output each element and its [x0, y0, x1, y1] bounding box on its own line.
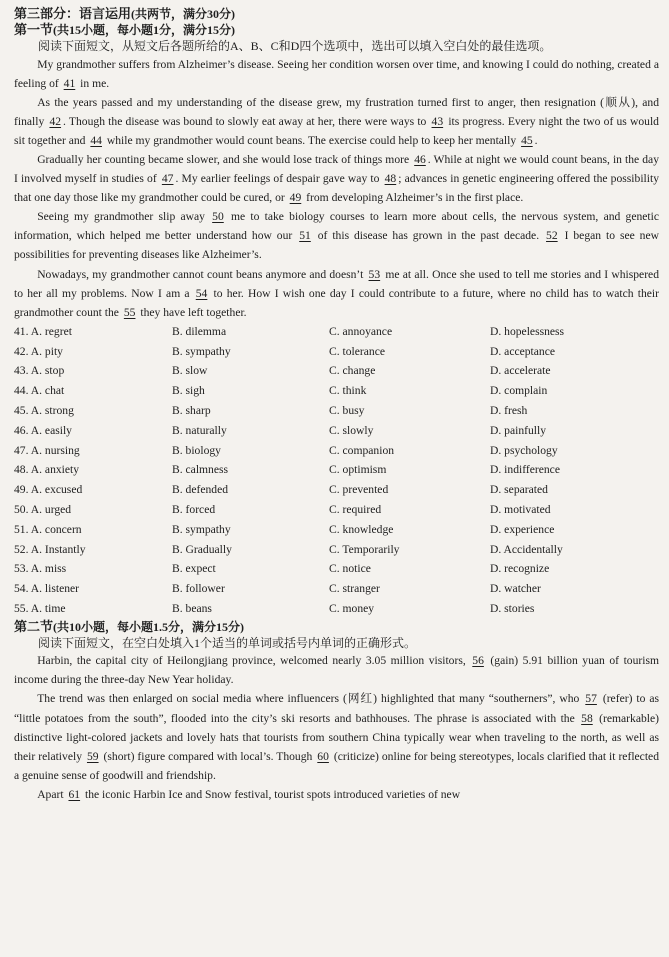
options-table [14, 322, 659, 619]
option-cell: D. motivated [490, 502, 551, 516]
option-cell: D. watcher [490, 582, 541, 596]
option-row [14, 520, 659, 540]
option-cell: B. naturally [172, 423, 227, 437]
blank-number: 61 [68, 787, 81, 801]
option-cell: B. slow [172, 364, 208, 378]
blank-number: 47 [161, 172, 174, 186]
option-row [14, 322, 659, 342]
option-cell: 42. A. pity [14, 344, 63, 358]
passage-paragraph [14, 651, 659, 689]
blank-number: 52 [546, 229, 558, 243]
blank-number: 49 [289, 191, 302, 205]
option-cell: D. indifference [490, 463, 560, 477]
passage-text: As the years passed and my understanding of the disease grew, my frustration turned first to anger, then resignation (顺从), and finally [14, 95, 659, 128]
option-cell: B. sharp [172, 404, 211, 417]
option-cell: D. complain [490, 384, 548, 398]
option-cell: C. optimism [329, 463, 387, 477]
passage-text: (criticize) online for being stereotypes, locals clarified that it reflected a genuine sense of goodwill and friendship. [14, 749, 659, 782]
option-cell: D. hopelessness [490, 324, 565, 338]
option-row [14, 480, 659, 500]
blank-number: 51 [299, 229, 311, 243]
passage-text: (remarkable) distinctive light-colored jackets and lovely hats that tourists from southern China typically wear when traveling to the north, as well as their relatively [14, 711, 659, 763]
passage-text: they have left together. [137, 305, 247, 319]
passage-text: while my grandmother would count beans. The exercise could help to keep her mentally [103, 133, 520, 147]
option-cell: C. Temporarily [329, 542, 400, 556]
option-row [14, 599, 659, 619]
option-cell: C. prevented [329, 483, 389, 497]
passage-text: the iconic Harbin Ice and Snow festival, tourist spots introduced varieties of new [82, 787, 461, 801]
section3-note: (共两节，满分30分) [131, 7, 236, 21]
part1-note: (共15小题，每小题1分，满分15分) [53, 23, 236, 37]
passage-paragraph [14, 150, 659, 207]
option-row [14, 540, 659, 560]
blank-number: 41 [63, 76, 76, 90]
option-cell: B. biology [172, 443, 221, 457]
option-row [14, 441, 659, 461]
option-cell: C. slowly [329, 423, 374, 437]
blank-number: 53 [368, 267, 381, 281]
passage-paragraph [14, 93, 659, 150]
passage-text: me to take biology courses to learn more about cells, the nervous system, and genetic information, which helped me better understand how our [14, 210, 660, 243]
passage-2 [14, 651, 659, 804]
passage-text: in me. [77, 76, 110, 90]
passage-text: Seeing my grandmother slip away [37, 210, 211, 224]
passage-paragraph [14, 207, 659, 264]
option-cell: C. think [329, 384, 367, 398]
option-cell: B. dilemma [172, 324, 227, 338]
option-cell: 54. A. listener [14, 582, 80, 596]
passage-paragraph [14, 689, 659, 784]
option-cell: C. notice [329, 562, 371, 576]
option-row [14, 342, 659, 362]
option-cell: B. calmness [172, 463, 229, 477]
part1-title: 第一节 [14, 22, 54, 37]
passage-text: Nowadays, my grandmother cannot count beans anymore and doesn’t [37, 267, 367, 281]
passage-text: (refer) to as “little potatoes from the south”, flooded into the city’s ski resorts and bathhouses. The phrase is associated with the [14, 692, 660, 725]
blank-number: 46 [414, 152, 426, 166]
blank-number: 56 [472, 654, 484, 668]
part1-heading [14, 22, 659, 38]
option-row [14, 579, 659, 599]
option-cell: 45. A. strong [14, 404, 74, 417]
option-cell: C. money [329, 601, 375, 615]
blank-number: 43 [431, 114, 444, 128]
option-cell: D. psychology [490, 443, 558, 457]
option-cell: C. annoyance [329, 324, 393, 338]
option-cell: C. tolerance [329, 344, 386, 358]
blank-number: 48 [384, 172, 397, 186]
passage-text: me at all. Once she used to tell me stories and I whispered to her all my problems. Now I am a [14, 267, 659, 300]
passage-text: to her. How I wish one day I could contribute to a future, where no child has to watch their grandmother count the [14, 286, 659, 319]
section3-title: 第三部分：语言运用 [14, 6, 132, 21]
passage-text: Apart [37, 787, 67, 801]
option-cell: D. acceptance [490, 344, 556, 358]
option-cell: 44. A. chat [14, 384, 65, 398]
option-cell: B. expect [172, 562, 216, 576]
option-cell: B. Gradually [172, 542, 232, 556]
option-row [14, 500, 659, 520]
blank-number: 50 [212, 210, 224, 224]
blank-number: 58 [581, 711, 593, 725]
passage-text: . My earlier feelings of despair gave way to [175, 172, 383, 186]
option-cell: D. painfully [490, 423, 547, 437]
part2-heading [14, 619, 659, 635]
part1-instruction: 阅读下面短文，从短文后各题所给的A、B、C和D四个选项中，选出可以填入空白处的最佳选项。 [38, 39, 552, 53]
part2-note: (共10小题，每小题1.5分，满分15分) [53, 619, 245, 634]
passage-text: ; advances in genetic engineering offered the possibility that one day those like my grandmother could be cured, or [14, 172, 659, 205]
option-cell: 52. A. Instantly [14, 542, 86, 556]
option-cell: C. companion [329, 443, 395, 457]
option-cell: C. busy [329, 404, 365, 417]
option-cell: B. sigh [172, 384, 205, 398]
blank-number: 60 [317, 749, 329, 763]
option-cell: 47. A. nursing [14, 443, 80, 457]
passage-paragraph [14, 785, 659, 804]
option-cell: D. accelerate [490, 364, 551, 378]
passage-text: My grandmother suffers from Alzheimer’s disease. Seeing her condition worsen over time, and knowing I could do nothing, created a feeling of [14, 57, 659, 90]
passage-paragraph [14, 265, 659, 322]
blank-number: 54 [195, 286, 208, 300]
option-cell: D. stories [490, 601, 535, 615]
option-cell: D. separated [490, 483, 548, 497]
option-cell: 49. A. excused [14, 483, 83, 497]
option-cell: D. experience [490, 522, 555, 536]
blank-number: 44 [90, 133, 102, 147]
option-cell: B. forced [172, 502, 216, 516]
option-cell: 46. A. easily [14, 423, 72, 437]
part2-instruction: 阅读下面短文，在空白处填入1个适当的单词或括号内单词的正确形式。 [38, 635, 417, 650]
passage-text: The trend was then enlarged on social media where influencers (网红) highlighted that many “southerners”, who [37, 692, 584, 706]
passage-text: of this disease has grown in the past decade. [312, 229, 545, 243]
option-cell: D. Accidentally [490, 542, 563, 556]
passage-paragraph [14, 55, 659, 93]
passage-text: . [534, 133, 538, 147]
option-cell: B. beans [172, 601, 212, 615]
option-cell: B. sympathy [172, 344, 231, 358]
part2-title: 第二节 [14, 618, 54, 634]
option-row [14, 460, 659, 480]
blank-number: 59 [86, 749, 99, 763]
option-row [14, 559, 659, 579]
passage-text: I began to see new possibilities for preventing diseases like Alzheimer’s. [14, 229, 659, 262]
passage-text: . While at night we would count beans, in the day I involved myself in studies of [14, 152, 659, 186]
option-cell: 43. A. stop [14, 364, 65, 378]
passage-text: . Though the disease was bound to slowly eat away at her, there were ways to [63, 114, 430, 128]
option-cell: D. fresh [490, 404, 528, 417]
blank-number: 45 [521, 133, 533, 147]
passage-text: from developing Alzheimer’s in the first place. [303, 191, 524, 205]
blank-number: 55 [123, 305, 136, 319]
option-row [14, 381, 659, 401]
blank-number: 57 [585, 692, 597, 706]
option-row [14, 401, 659, 421]
option-cell: C. knowledge [329, 522, 394, 536]
option-cell: 53. A. miss [14, 562, 67, 576]
passage-text: (short) figure compared with local’s. Though [100, 749, 316, 763]
option-cell: C. change [329, 364, 376, 378]
option-cell: 51. A. concern [14, 522, 82, 536]
section3-heading [14, 6, 659, 22]
passage-text: (gain) 5.91 billion yuan of tourism income during the three-day New Year holiday. [14, 654, 659, 687]
option-cell: B. sympathy [172, 522, 231, 536]
passage-text: Harbin, the capital city of Heilongjiang province, welcomed nearly 3.05 million visitors, [37, 654, 471, 668]
option-cell: C. stranger [329, 582, 380, 596]
option-cell: D. recognize [490, 562, 550, 576]
option-cell: 41. A. regret [14, 324, 72, 338]
option-row [14, 421, 659, 441]
option-cell: B. defended [172, 483, 229, 497]
option-cell: B. follower [172, 582, 225, 596]
option-cell: 50. A. urged [14, 502, 72, 516]
passage-text: Gradually her counting became slower, and she would lose track of things more [37, 152, 413, 166]
option-cell: 55. A. time [14, 601, 66, 615]
passage-text: its progress. Every night the two of us would sit together and [14, 114, 659, 147]
option-row [14, 361, 659, 381]
blank-number: 42 [49, 114, 62, 128]
option-cell: C. required [329, 502, 382, 516]
option-cell: 48. A. anxiety [14, 463, 80, 477]
passage-1 [14, 55, 659, 322]
